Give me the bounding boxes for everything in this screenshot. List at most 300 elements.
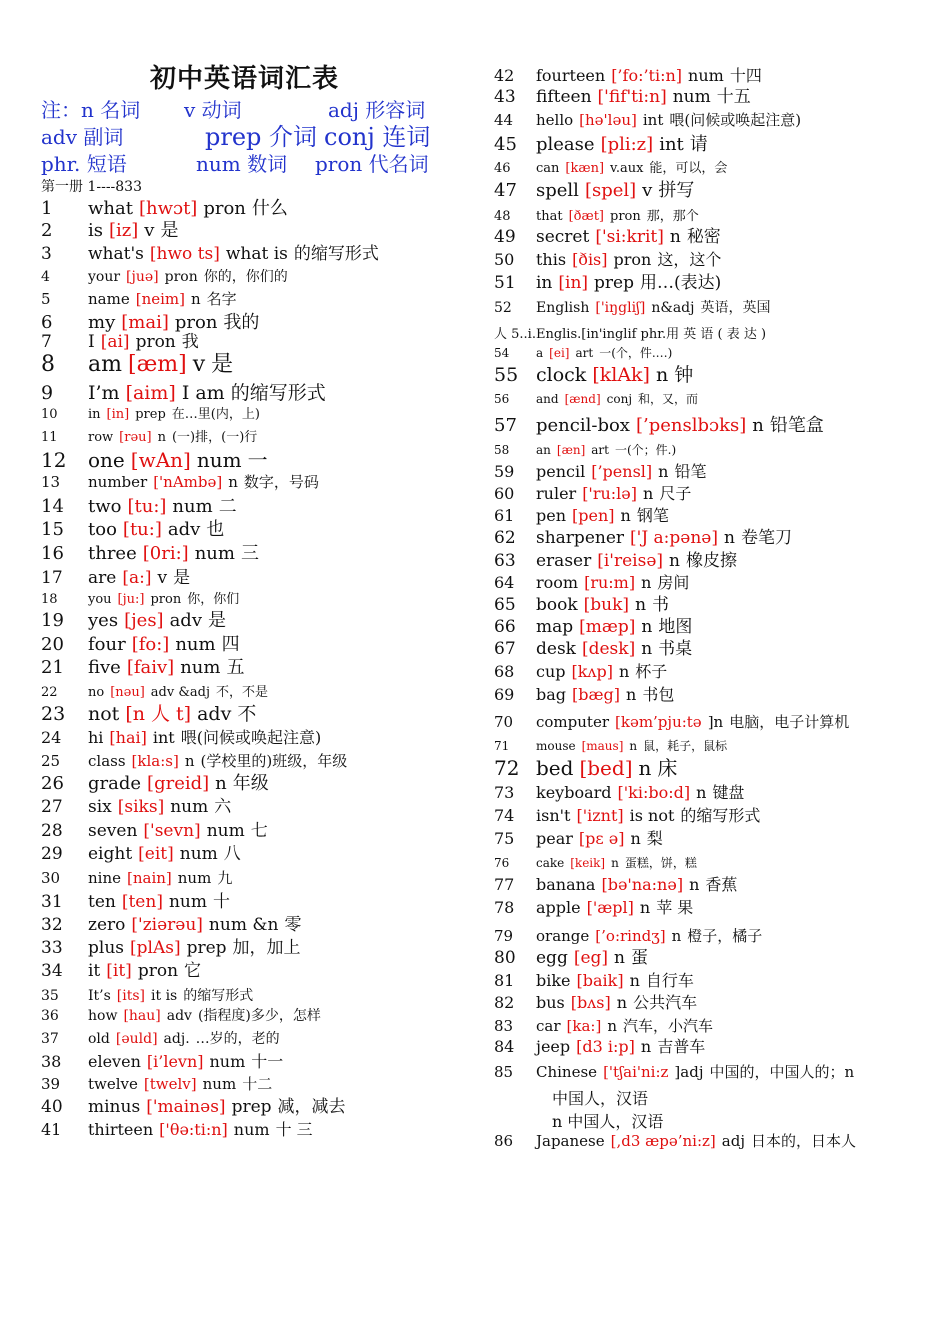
entry-number: 64 bbox=[494, 573, 515, 592]
entry-meaning: 尺子 bbox=[659, 484, 692, 503]
entry-phonetic: [in] bbox=[106, 407, 130, 422]
entry-phonetic: [ru:m] bbox=[584, 573, 636, 592]
entry-word: keyboard bbox=[536, 783, 612, 802]
entry-47 bbox=[494, 182, 694, 200]
entry-number: 70 bbox=[494, 713, 514, 731]
entry-part-of-speech: num &n bbox=[208, 915, 279, 935]
entry-part-of-speech: n bbox=[689, 875, 700, 894]
entry-8 bbox=[41, 354, 233, 376]
entry-56 bbox=[494, 393, 698, 405]
entry-part-of-speech: pron bbox=[164, 269, 198, 285]
entry-word: jeep bbox=[536, 1037, 571, 1056]
entry-number: 71 bbox=[494, 739, 510, 753]
entry-76 bbox=[494, 857, 697, 869]
entry-meaning: 八 bbox=[223, 844, 241, 864]
entry-number: 81 bbox=[494, 971, 515, 990]
entry-phonetic: [hwɔt] bbox=[138, 198, 198, 219]
entry-word: my bbox=[88, 312, 116, 333]
entry-part-of-speech: adv &adj bbox=[150, 685, 211, 700]
entry-word: egg bbox=[536, 948, 568, 968]
entry-part-of-speech: adv bbox=[197, 703, 232, 725]
entry-word: five bbox=[88, 657, 121, 678]
entry-number: 32 bbox=[41, 915, 63, 935]
entry-word: Japanese bbox=[536, 1132, 605, 1150]
entry-word: I bbox=[88, 332, 95, 352]
entry-phonetic: [ðæt] bbox=[568, 209, 604, 224]
entry-meaning: 你，你们 bbox=[187, 592, 240, 607]
legend-conj: conj 连词 bbox=[324, 123, 431, 151]
book-range-subtitle: 第一册 1----833 bbox=[41, 179, 143, 195]
entry-meaning: 钢笔 bbox=[636, 506, 669, 525]
entry-meaning: 蛋 bbox=[631, 948, 648, 968]
entry-part-of-speech: num bbox=[177, 869, 212, 887]
entry-word: are bbox=[88, 568, 117, 588]
legend-phr: phr. 短语 bbox=[41, 152, 127, 176]
entry-phonetic: [kæn] bbox=[565, 161, 605, 176]
entry-part-of-speech: n&adj bbox=[651, 300, 695, 316]
entry-part-of-speech: num bbox=[179, 844, 218, 864]
entry-meaning: 十一 bbox=[251, 1052, 284, 1071]
entry-part-of-speech: num bbox=[688, 66, 724, 85]
entry-phonetic: ['θə:ti:n] bbox=[159, 1120, 228, 1139]
entry-number: 38 bbox=[41, 1052, 62, 1071]
entry-phonetic: [tu:] bbox=[127, 496, 167, 517]
entry-meaning: 中国的，中国人的；n bbox=[709, 1063, 855, 1081]
entry-number: 2 bbox=[41, 220, 53, 241]
entry-number: 9 bbox=[41, 382, 54, 404]
entry-77 bbox=[494, 877, 737, 893]
entry-part-of-speech: n bbox=[618, 662, 630, 681]
entry-number: 36 bbox=[41, 1008, 59, 1024]
entry-number: 13 bbox=[41, 473, 61, 491]
entry-meaning: 它 bbox=[184, 961, 202, 981]
entry-phonetic: [maus] bbox=[581, 739, 624, 753]
entry-10 bbox=[41, 408, 260, 421]
entry-part-of-speech: n bbox=[620, 506, 631, 525]
entry-phonetic: [,d3 æpə’ni:z] bbox=[610, 1132, 716, 1150]
entry-word: clock bbox=[536, 364, 587, 386]
entry-meaning: 汽车，小汽车 bbox=[622, 1017, 713, 1035]
entry-part-of-speech: pron bbox=[613, 250, 652, 269]
entry-part-of-speech: v bbox=[157, 568, 168, 588]
entry-meaning: 名字 bbox=[206, 290, 237, 308]
entry-word: zero bbox=[88, 915, 126, 935]
entry-word: six bbox=[88, 797, 112, 817]
entry-phonetic: [mai] bbox=[121, 312, 169, 333]
entry-part-of-speech: ]n bbox=[707, 713, 724, 731]
entry-3 bbox=[41, 246, 379, 263]
entry-34 bbox=[41, 963, 201, 980]
entry-28 bbox=[41, 823, 268, 840]
entry-meaning: 香蕉 bbox=[705, 875, 738, 894]
entry-65 bbox=[494, 597, 669, 614]
entry-number: 69 bbox=[494, 685, 515, 704]
entry-50 bbox=[494, 252, 721, 268]
entry-number: 19 bbox=[41, 610, 64, 631]
entry-phonetic: [hə'ləu] bbox=[579, 111, 637, 129]
entry-part-of-speech: n bbox=[630, 829, 641, 848]
entry-phonetic: ['si:krit] bbox=[595, 227, 664, 247]
entry-phonetic: [twelv] bbox=[143, 1075, 197, 1093]
entry-phonetic: ['J a:pənə] bbox=[630, 528, 718, 548]
entry-number: 25 bbox=[41, 752, 61, 770]
entry-meaning: 九 bbox=[217, 869, 233, 887]
entry-phonetic: [ten] bbox=[121, 892, 163, 912]
entry-word: bike bbox=[536, 971, 571, 990]
entry-meaning: 自行车 bbox=[645, 971, 694, 990]
entry-word: pear bbox=[536, 829, 573, 848]
entry-part-of-speech: prep bbox=[186, 938, 227, 958]
entry-word: in bbox=[536, 273, 553, 293]
entry-17 bbox=[41, 570, 190, 587]
entry-phonetic: [0ri:] bbox=[142, 543, 189, 564]
entry-meaning: 梨 bbox=[646, 829, 663, 848]
entry-phonetic: [spel] bbox=[584, 180, 637, 201]
entry-phonetic: [eit] bbox=[138, 844, 174, 864]
entry-number: 78 bbox=[494, 898, 515, 917]
entry-meaning: 七 bbox=[250, 821, 268, 841]
entry-58 bbox=[494, 444, 676, 456]
entry-phonetic: [pli:z] bbox=[600, 134, 654, 155]
entry-phonetic: [bed] bbox=[579, 756, 633, 780]
entry-part-of-speech: n bbox=[629, 739, 638, 753]
entry-meaning: 在…里(内，上) bbox=[171, 407, 260, 422]
entry-number: 23 bbox=[41, 703, 66, 725]
entry-number: 79 bbox=[494, 927, 514, 945]
entry-number: 56 bbox=[494, 392, 510, 406]
entry-72 bbox=[494, 758, 677, 778]
entry-61 bbox=[494, 508, 669, 524]
entry-1 bbox=[41, 200, 288, 218]
entry-27 bbox=[41, 799, 231, 816]
entry-word: eight bbox=[88, 844, 133, 864]
entry-meaning: 一 bbox=[247, 448, 268, 472]
entry-46 bbox=[494, 162, 727, 175]
entry-part-of-speech: num bbox=[180, 657, 221, 678]
entry-phonetic: [aim] bbox=[125, 382, 176, 404]
entry-meaning: 地图 bbox=[658, 617, 693, 637]
entry-number: 15 bbox=[41, 519, 64, 540]
entry-part-of-speech: pron bbox=[135, 332, 176, 352]
entry-phonetic: [əuld] bbox=[115, 1031, 158, 1047]
entry-meaning: 喂(问候或唤起注意) bbox=[669, 111, 802, 129]
entry-number: 31 bbox=[41, 892, 63, 912]
entry-number: 68 bbox=[494, 662, 515, 681]
entry-number: 39 bbox=[41, 1075, 61, 1093]
entry-35 bbox=[41, 989, 253, 1003]
entry-word: fourteen bbox=[536, 66, 606, 85]
entry-part-of-speech: n bbox=[752, 415, 764, 436]
entry-phonetic: [klAk] bbox=[592, 364, 650, 386]
entry-phonetic: [in] bbox=[558, 273, 589, 293]
entry-number: 26 bbox=[41, 773, 64, 794]
entry-meaning: 减，减去 bbox=[277, 1097, 346, 1117]
entry-word: ten bbox=[88, 892, 116, 912]
entry-word: hello bbox=[536, 111, 574, 129]
entry-phonetic: [pen] bbox=[572, 506, 615, 525]
entry-word: pencil bbox=[536, 462, 586, 481]
entry-word: a bbox=[536, 346, 544, 360]
entry-number: 45 bbox=[494, 134, 517, 155]
legend-verb: v 动词 bbox=[184, 98, 242, 122]
entry-phonetic: [baik] bbox=[576, 971, 624, 990]
entry-phonetic: [nain] bbox=[127, 869, 172, 887]
entry-meaning: 什么 bbox=[251, 198, 288, 219]
entry-24 bbox=[41, 730, 321, 746]
entry-44 bbox=[494, 113, 801, 128]
entry-meaning: 你的，你们的 bbox=[203, 269, 288, 285]
entry-number: 37 bbox=[41, 1031, 59, 1047]
entry-part-of-speech: n bbox=[643, 484, 654, 503]
entry-word: apple bbox=[536, 898, 581, 917]
entry-meaning: 我的 bbox=[223, 312, 260, 333]
entry-67 bbox=[494, 641, 692, 658]
entry-meaning: (一)排，(一)行 bbox=[171, 430, 258, 445]
entry-number: 21 bbox=[41, 657, 64, 678]
entry-phonetic: [jes] bbox=[124, 610, 164, 631]
entry-meaning: 三 bbox=[240, 543, 259, 564]
entry-number: 46 bbox=[494, 161, 511, 176]
entry-part-of-speech: n bbox=[641, 639, 653, 659]
entry-meaning: 钟 bbox=[674, 364, 694, 386]
entry-part-of-speech: n bbox=[629, 971, 640, 990]
entry-meaning: 年级 bbox=[232, 773, 269, 794]
entry-52-continuation: 人 5..i.Englis.[in'inglif phr.用 英 语 ( 表 达 ) bbox=[494, 327, 767, 342]
entry-70 bbox=[494, 715, 849, 730]
entry-word: one bbox=[88, 448, 125, 472]
entry-meaning: 请 bbox=[689, 134, 708, 155]
entry-number: 35 bbox=[41, 988, 59, 1004]
entry-word: banana bbox=[536, 875, 596, 894]
entry-meaning: 书 bbox=[652, 595, 670, 615]
entry-phonetic: [ænd] bbox=[564, 392, 601, 406]
entry-number: 48 bbox=[494, 209, 511, 224]
entry-word: book bbox=[536, 595, 578, 615]
entry-phonetic: ['mainəs] bbox=[146, 1097, 226, 1117]
entry-64 bbox=[494, 575, 689, 591]
entry-number: 86 bbox=[494, 1132, 514, 1150]
entry-part-of-speech: num bbox=[172, 496, 213, 517]
entry-51 bbox=[494, 275, 721, 292]
entry-number: 8 bbox=[41, 352, 55, 377]
entry-word: an bbox=[536, 443, 551, 457]
entry-number: 41 bbox=[41, 1120, 62, 1139]
entry-number: 63 bbox=[494, 551, 516, 571]
entry-number: 28 bbox=[41, 821, 63, 841]
entry-word: row bbox=[88, 430, 114, 445]
entry-part-of-speech: n bbox=[655, 364, 669, 386]
entry-meaning: 五 bbox=[226, 657, 245, 678]
entry-meaning: 秘密 bbox=[686, 227, 721, 247]
entry-phonetic: [wAn] bbox=[130, 448, 191, 472]
entry-6 bbox=[41, 314, 259, 332]
entry-82 bbox=[494, 995, 697, 1011]
entry-number: 54 bbox=[494, 346, 510, 360]
entry-meaning: 床 bbox=[657, 756, 678, 780]
entry-meaning: 的缩写形式 bbox=[230, 382, 326, 404]
entry-37 bbox=[41, 1032, 280, 1046]
entry-11 bbox=[41, 431, 257, 444]
entry-part-of-speech: n bbox=[669, 551, 680, 571]
entry-part-of-speech: n bbox=[641, 617, 653, 637]
entry-phonetic: ['ziərəu] bbox=[131, 915, 203, 935]
entry-number: 29 bbox=[41, 844, 63, 864]
entry-word: pen bbox=[536, 506, 567, 525]
entry-part-of-speech: adv bbox=[166, 1008, 192, 1024]
entry-word: map bbox=[536, 617, 574, 637]
entry-word: bag bbox=[536, 685, 567, 704]
entry-49 bbox=[494, 229, 721, 246]
entry-meaning: 一(个；件.) bbox=[614, 443, 677, 457]
entry-18 bbox=[41, 593, 239, 606]
entry-meaning: 是 bbox=[211, 352, 234, 377]
entry-part-of-speech: is not bbox=[629, 806, 675, 825]
entry-meaning: 书包 bbox=[642, 685, 675, 704]
entry-part-of-speech: prep bbox=[135, 407, 166, 422]
entry-part-of-speech: n bbox=[658, 462, 669, 481]
entry-60 bbox=[494, 486, 691, 502]
entry-word: what bbox=[88, 198, 133, 219]
entry-word: ruler bbox=[536, 484, 577, 503]
entry-part-of-speech: num bbox=[202, 1075, 237, 1093]
entry-part-of-speech: pron bbox=[137, 961, 179, 981]
entry-81 bbox=[494, 973, 694, 989]
entry-word: seven bbox=[88, 821, 138, 841]
entry-part-of-speech: I am bbox=[181, 382, 225, 404]
entry-part-of-speech: n bbox=[607, 1017, 617, 1035]
entry-part-of-speech: n bbox=[724, 528, 735, 548]
entry-part-of-speech: v bbox=[144, 220, 155, 241]
entry-part-of-speech: n bbox=[641, 573, 652, 592]
entry-meaning: 四 bbox=[221, 634, 240, 655]
entry-word: thirteen bbox=[88, 1120, 154, 1139]
entry-phonetic: [d3 i:p] bbox=[576, 1037, 635, 1056]
entry-number: 34 bbox=[41, 961, 63, 981]
entry-42 bbox=[494, 68, 762, 84]
entry-phonetic: [æn] bbox=[556, 443, 586, 457]
entry-phonetic: [ai] bbox=[100, 332, 130, 352]
entry-phonetic: [æm] bbox=[127, 352, 187, 377]
entry-number: 52 bbox=[494, 300, 512, 316]
entry-phonetic: [ka:] bbox=[566, 1017, 602, 1035]
entry-21 bbox=[41, 659, 244, 677]
entry-number: 20 bbox=[41, 634, 64, 655]
entry-word: secret bbox=[536, 227, 590, 247]
entry-word: computer bbox=[536, 713, 609, 731]
entry-meaning: 日本的，日本人 bbox=[750, 1132, 856, 1150]
entry-66 bbox=[494, 619, 692, 636]
entry-meaning: 橙子，橘子 bbox=[687, 927, 763, 945]
entry-number: 42 bbox=[494, 66, 515, 85]
entry-83 bbox=[494, 1019, 713, 1034]
entry-phonetic: [bə'na:nə] bbox=[601, 875, 684, 894]
entry-62 bbox=[494, 530, 792, 547]
entry-part-of-speech: n bbox=[611, 856, 619, 870]
entry-number: 16 bbox=[41, 543, 64, 564]
entry-word: bus bbox=[536, 993, 565, 1012]
entry-phonetic: [its] bbox=[116, 988, 146, 1004]
entry-phonetic: [ju:] bbox=[117, 592, 145, 607]
entry-phonetic: ['tʃai'ni:z bbox=[603, 1063, 669, 1081]
entry-54 bbox=[494, 347, 672, 359]
entry-number: 66 bbox=[494, 617, 516, 637]
entry-meaning: 蛋糕，饼，糕 bbox=[624, 856, 697, 870]
entry-phonetic: [hwo ts] bbox=[149, 244, 220, 264]
entry-69 bbox=[494, 687, 674, 703]
entry-phonetic: ['fif'ti:n] bbox=[597, 87, 667, 107]
entry-word: number bbox=[88, 473, 148, 491]
entry-phonetic: [fo:] bbox=[131, 634, 170, 655]
entry-phonetic: [mæp] bbox=[579, 617, 636, 637]
entry-number: 3 bbox=[41, 244, 52, 264]
entry-meaning: 十二 bbox=[242, 1075, 273, 1093]
entry-part-of-speech: n bbox=[635, 595, 647, 615]
entry-meaning: 六 bbox=[214, 797, 232, 817]
entry-part-of-speech: num bbox=[672, 87, 711, 107]
entry-phonetic: [it] bbox=[106, 961, 132, 981]
entry-number: 22 bbox=[41, 685, 58, 700]
entry-meaning: 我 bbox=[181, 332, 199, 352]
entry-number: 44 bbox=[494, 111, 514, 129]
entry-word: in bbox=[88, 407, 101, 422]
entry-part-of-speech: num bbox=[206, 821, 245, 841]
entry-word: four bbox=[88, 634, 126, 655]
entry-part-of-speech: art bbox=[591, 443, 609, 457]
entry-number: 6 bbox=[41, 312, 53, 333]
entry-part-of-speech: int bbox=[152, 728, 175, 747]
entry-33 bbox=[41, 940, 301, 957]
entry-part-of-speech: n bbox=[639, 898, 651, 917]
entry-number: 61 bbox=[494, 506, 515, 525]
entry-part-of-speech: it is bbox=[151, 988, 178, 1004]
entry-word: can bbox=[536, 161, 560, 176]
entry-phonetic: [n 人 t] bbox=[125, 703, 192, 725]
entry-meaning: 的缩写形式 bbox=[680, 806, 761, 825]
entry-word: cup bbox=[536, 662, 566, 681]
entry-number: 80 bbox=[494, 948, 516, 968]
entry-word: that bbox=[536, 209, 563, 224]
entry-number: 75 bbox=[494, 829, 515, 848]
entry-86 bbox=[494, 1134, 856, 1149]
entry-word: too bbox=[88, 519, 117, 540]
entry-meaning: 一(个，件.…) bbox=[599, 346, 673, 360]
entry-number: 33 bbox=[41, 938, 63, 958]
entry-word: and bbox=[536, 392, 559, 406]
entry-number: 14 bbox=[41, 496, 64, 517]
entry-part-of-speech: v.aux bbox=[610, 161, 644, 176]
entry-phonetic: [tu:] bbox=[122, 519, 162, 540]
entry-phonetic: [buk] bbox=[583, 595, 630, 615]
entry-14 bbox=[41, 498, 237, 516]
entry-word: please bbox=[536, 134, 595, 155]
entry-phonetic: ['æpl] bbox=[586, 898, 634, 917]
entry-number: 51 bbox=[494, 273, 516, 293]
entry-part-of-speech: n bbox=[157, 430, 166, 445]
entry-meaning: 吉普车 bbox=[657, 1037, 706, 1056]
entry-part-of-speech: n bbox=[616, 993, 628, 1012]
entry-phonetic: [rəu] bbox=[119, 430, 152, 445]
entry-meaning: 是 bbox=[173, 568, 191, 588]
entry-73 bbox=[494, 785, 744, 801]
entry-word: Chinese bbox=[536, 1063, 598, 1081]
entry-part-of-speech: adv bbox=[169, 610, 203, 631]
entry-meaning: 是 bbox=[160, 220, 179, 241]
entry-part-of-speech: n bbox=[671, 927, 682, 945]
entry-part-of-speech: num bbox=[175, 634, 216, 655]
entry-5 bbox=[41, 292, 237, 307]
entry-phonetic: [hau] bbox=[123, 1008, 161, 1024]
entry-part-of-speech: v bbox=[192, 352, 206, 377]
